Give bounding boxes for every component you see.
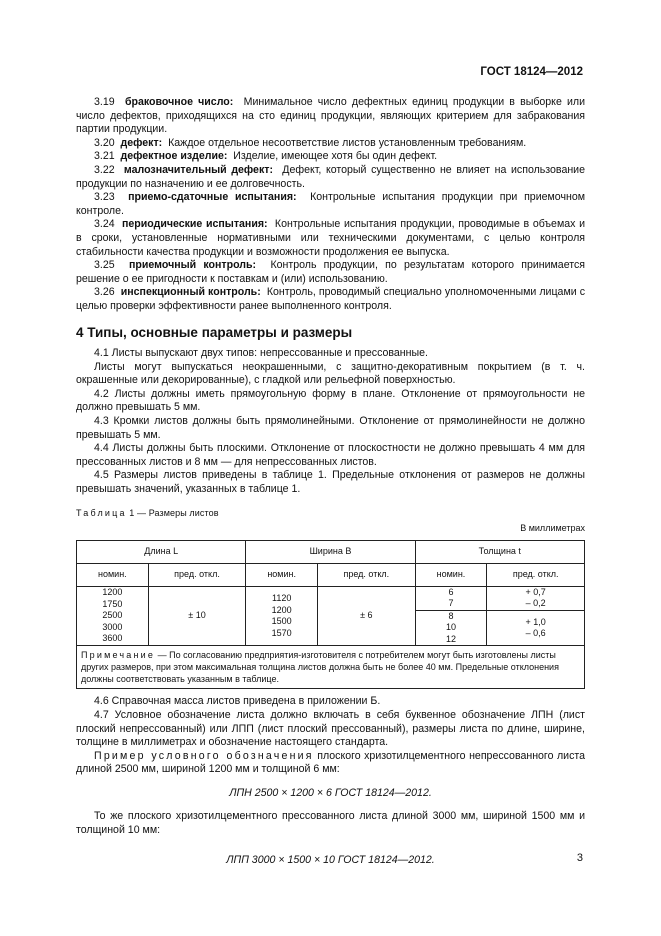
paragraph: То же плоского хризотилцементного прессованного листа длиной 3000 мм, шириной 1500 мм и толщиной 10 мм: bbox=[76, 810, 585, 837]
table-units: В миллиметрах bbox=[520, 523, 585, 534]
definition-item: 3.23 приемо-сдаточные испытания: Контрольные испытания продукции при приемочном контроле. bbox=[76, 191, 585, 217]
designation-formula-1: ЛПН 2500 × 1200 × 6 ГОСТ 18124—2012. bbox=[229, 786, 432, 799]
subheader-deviation: пред. откл. bbox=[318, 563, 416, 586]
definition-item: 3.19 браковочное число: Минимальное число дефектных единиц продукции в выборке или число дефектов, приходящихся на сто единиц продукции, являющих критерием для забракования партии продукции. bbox=[76, 96, 586, 136]
length-values: 1200 1750 2500 3000 3600 bbox=[77, 586, 149, 646]
header-width: Ширина B bbox=[246, 540, 415, 563]
sizes-table bbox=[76, 540, 585, 690]
definition-item: 3.24 периодические испытания: Контрольные испытания продукции, проводимые в объемах и в сроки, установленные нормативными или техническими документами, с целью контроля стабильности качества продукции и возможности продолжения ее выпуска. bbox=[76, 218, 586, 258]
paragraph: 4.4 Листы должны быть плоскими. Отклонение от плоскостности не должно превышать 4 мм для прессованных листов и 8 мм — для непрессованных листов. bbox=[76, 442, 585, 468]
definition-item: 3.26 инспекционный контроль: Контроль, проводимый специально уполномоченными лицами с целью проверки эффективности ранее выполненного контроля. bbox=[76, 286, 585, 312]
subheader-nominal: номин. bbox=[246, 563, 318, 586]
thickness-values-b: 8 10 12 bbox=[415, 610, 487, 646]
example-paragraph: Пример условного обозначения плоского хризотилцементного непрессованного листа длиной 2500 мм, шириной 1200 мм и толщиной 6 мм: bbox=[76, 749, 585, 776]
table-note: Примечание — По согласованию предприятия-изготовителя с потребителем могут быть изготовлены листы других размеров, при этом максимальная толщина листов должна быть не более 40 мм. Предельные отклонения должны соответствовать указанным в таблице. bbox=[77, 646, 585, 689]
paragraph: 4.2 Листы должны иметь прямоугольную форму в плане. Отклонение от прямоугольности не должно превышать 5 мм. bbox=[76, 387, 585, 414]
width-deviation: ± 6 bbox=[318, 586, 416, 646]
width-values: 1120 1200 1500 1570 bbox=[246, 586, 318, 646]
page-number: 3 bbox=[576, 852, 583, 864]
section-title: 4 Типы, основные параметры и размеры bbox=[76, 324, 353, 340]
definition-item: 3.20 дефект: Каждое отдельное несоответствие листов установленным требованиям. bbox=[94, 136, 527, 149]
designation-formula-2: ЛПП 3000 × 1500 × 10 ГОСТ 18124—2012. bbox=[226, 853, 435, 866]
header-thickness: Толщина t bbox=[415, 540, 584, 563]
paragraph: 4.3 Кромки листов должны быть прямолинейными. Отклонение от прямолинейности не должно превышать 5 мм. bbox=[76, 415, 585, 441]
paragraph: 4.5 Размеры листов приведены в таблице 1. Предельные отклонения от размеров не должны превышать значений, указанных в таблице 1. bbox=[76, 469, 585, 496]
table-caption: Таблица 1 — Размеры листов bbox=[76, 507, 219, 518]
definition-item: 3.22 малозначительный дефект: Дефект, который существенно не влияет на использование продукции по назначению и ее долговечность. bbox=[76, 163, 585, 190]
subheader-nominal: номин. bbox=[415, 563, 487, 586]
paragraph: 4.1 Листы выпускают двух типов: непрессованные и прессованные. bbox=[94, 347, 428, 360]
standard-header: ГОСТ 18124—2012 bbox=[480, 66, 583, 78]
definition-item: 3.25 приемочный контроль: Контроль продукции, по результатам которого принимается решение о ее пригодности к поставкам и (или) использованию. bbox=[76, 259, 585, 285]
subheader-nominal: номин. bbox=[77, 563, 149, 586]
paragraph: Листы могут выпускаться неокрашенными, с защитно-декоративным покрытием (в т. ч. окрашенные или декорированные), с гладкой или рельефной поверхностью. bbox=[76, 360, 585, 387]
paragraph: 4.6 Справочная масса листов приведена в приложении Б. bbox=[94, 695, 381, 708]
subheader-deviation: пред. откл. bbox=[487, 563, 585, 586]
thickness-values-a: 6 7 bbox=[415, 586, 487, 610]
header-length: Длина L bbox=[77, 540, 246, 563]
subheader-deviation: пред. откл. bbox=[148, 563, 246, 586]
paragraph: 4.7 Условное обозначение листа должно включать в себя буквенное обозначение ЛПН (лист плоский непрессованный) или ЛПП (лист плоский прессованный), размеры листа по длине, ширине, толщине в миллиметрах и обозначение настоящего стандарта. bbox=[76, 708, 585, 749]
definition-item: 3.21 дефектное изделие: Изделие, имеющее хотя бы один дефект. bbox=[94, 150, 438, 163]
thickness-deviation-a: + 0,7 – 0,2 bbox=[487, 586, 585, 610]
thickness-deviation-b: + 1,0 – 0,6 bbox=[487, 610, 585, 646]
definitions-list bbox=[76, 96, 585, 314]
length-deviation: ± 10 bbox=[148, 586, 246, 646]
document-body bbox=[76, 96, 585, 877]
